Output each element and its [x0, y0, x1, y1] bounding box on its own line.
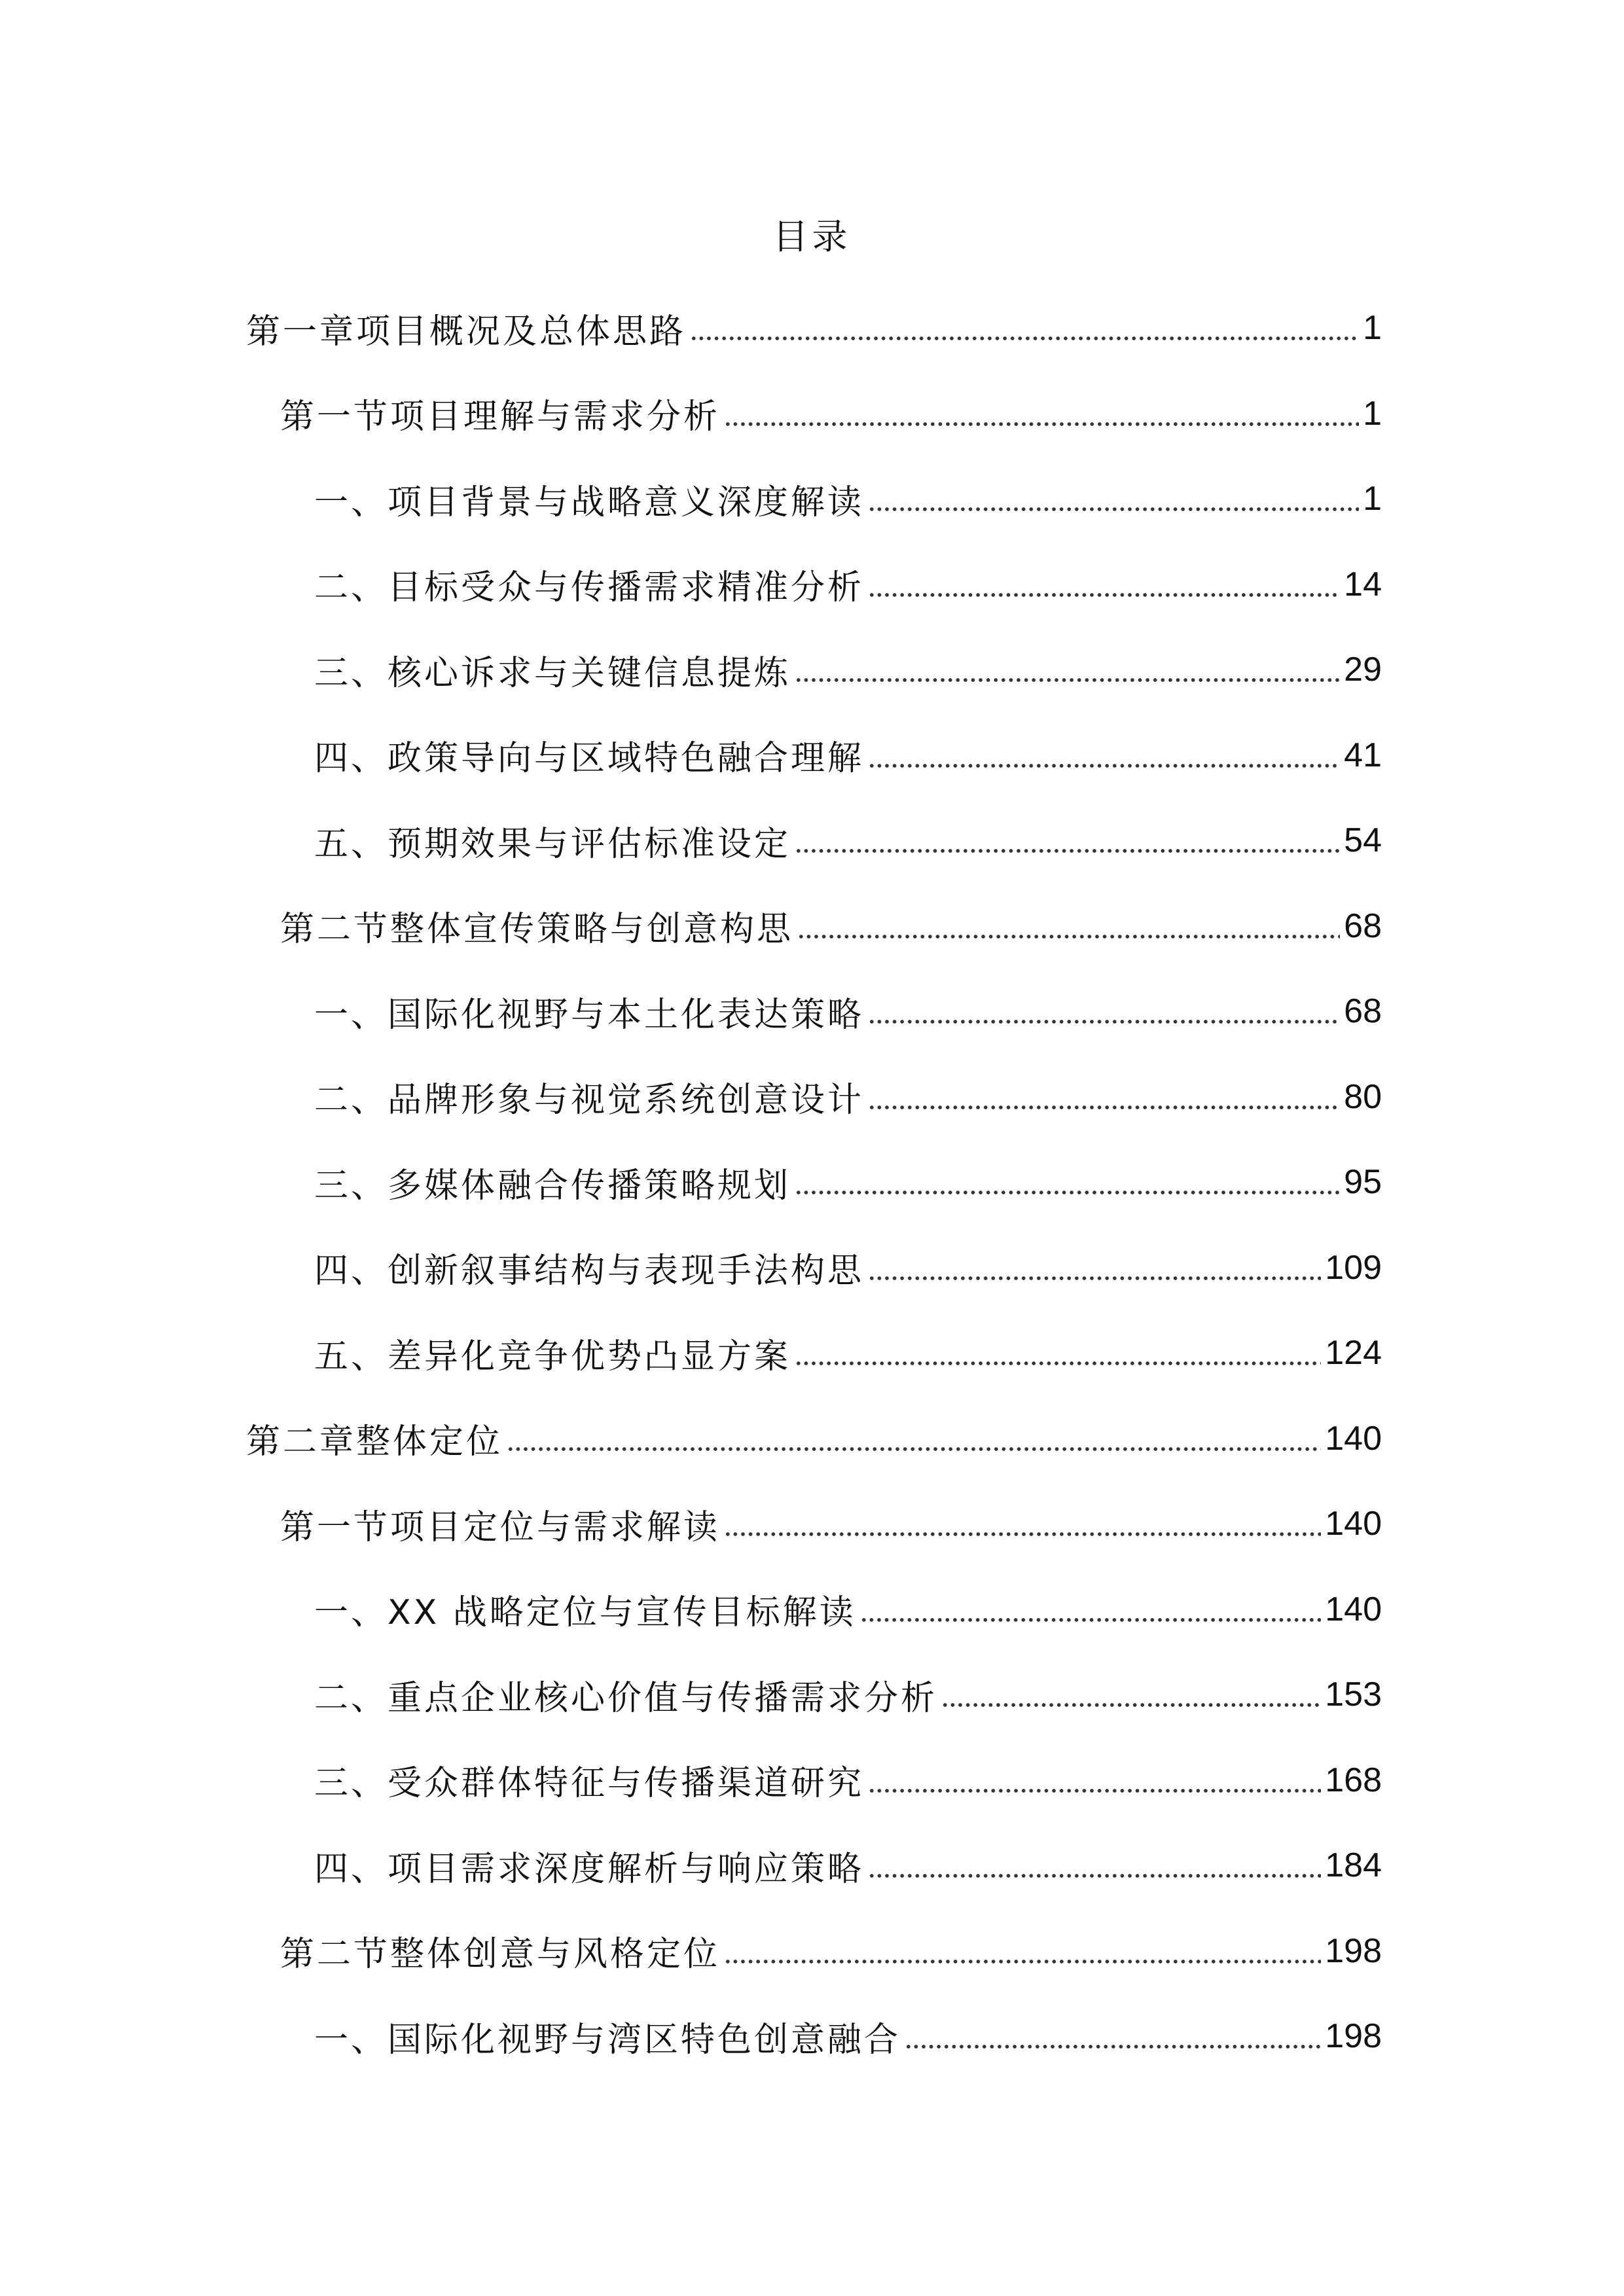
toc-entry-page-number: 14: [1344, 565, 1382, 603]
toc-entry-level-2[interactable]: [280, 897, 1382, 956]
dot-leader: [860, 1617, 1321, 1623]
toc-entry-level-3[interactable]: [314, 811, 1382, 870]
toc-entry-page-number: 1: [1363, 309, 1382, 347]
toc-entry-level-3[interactable]: [314, 1067, 1382, 1126]
toc-entry-level-3[interactable]: [314, 1323, 1382, 1382]
dot-leader: [795, 677, 1340, 683]
toc-entry-level-3[interactable]: [314, 1751, 1382, 1810]
dot-leader: [868, 592, 1340, 598]
toc-entry-page-number: 1: [1363, 394, 1382, 433]
toc-entry-page-number: 140: [1325, 1505, 1382, 1543]
dot-leader: [724, 1531, 1321, 1537]
toc-entry-level-3[interactable]: [314, 1580, 1382, 1639]
toc-entry-label: 一、国际化视野与本土化表达策略: [314, 995, 865, 1035]
toc-entry-label: 第二节整体宣传策略与创意构思: [280, 910, 794, 949]
toc-entry-page-number: 29: [1344, 651, 1382, 689]
toc-entry-level-3[interactable]: [314, 982, 1382, 1041]
dot-leader: [690, 335, 1359, 342]
toc-entry-level-3[interactable]: [314, 469, 1382, 528]
dot-leader: [724, 1958, 1321, 1965]
toc-entry-page-number: 153: [1325, 1676, 1382, 1713]
dot-leader: [868, 506, 1359, 512]
dot-leader: [797, 933, 1340, 940]
toc-entry-label: 四、政策导向与区域特色融合理解: [314, 739, 865, 778]
toc-entry-page-number: 140: [1325, 1419, 1382, 1458]
toc-entry-page-number: 68: [1344, 992, 1382, 1030]
dot-leader: [795, 848, 1340, 854]
toc-entry-label: 一、国际化视野与湾区特色创意融合: [314, 2020, 901, 2060]
toc-entry-page-number: 1: [1363, 480, 1382, 518]
dot-leader: [941, 1702, 1321, 1708]
toc-entry-page-number: 184: [1325, 1846, 1382, 1884]
toc-entry-label: 三、核心诉求与关键信息提炼: [314, 653, 791, 693]
toc-entry-level-3[interactable]: [314, 726, 1382, 785]
toc-entry-label: 二、重点企业核心价值与传播需求分析: [314, 1678, 938, 1718]
toc-entry-page-number: 68: [1344, 906, 1382, 945]
toc-entry-label: 三、多媒体融合传播策略规划: [314, 1166, 791, 1206]
toc-entry-page-number: 54: [1344, 821, 1382, 859]
toc-entry-page-number: 41: [1344, 736, 1382, 774]
toc-entry-label: 第二节整体创意与风格定位: [280, 1935, 721, 1974]
dot-leader: [795, 1360, 1321, 1367]
dot-leader: [868, 1873, 1321, 1879]
toc-entry-level-1[interactable]: [246, 298, 1382, 357]
toc-entry-label: 五、预期效果与评估标准设定: [314, 824, 791, 864]
toc-entry-label: 二、品牌形象与视觉系统创意设计: [314, 1081, 865, 1120]
dot-leader: [868, 1104, 1340, 1111]
toc-entry-level-3[interactable]: [314, 1153, 1382, 1211]
toc-entry-label: 四、项目需求深度解析与响应策略: [314, 1849, 865, 1889]
toc-entry-page-number: 124: [1325, 1334, 1382, 1372]
toc-entry-label: 二、目标受众与传播需求精准分析: [314, 568, 865, 607]
toc-entry-label: 三、受众群体特征与传播渠道研究: [314, 1764, 865, 1803]
toc-entry-level-3[interactable]: [314, 1665, 1382, 1724]
toc-entry-level-1[interactable]: [246, 1409, 1382, 1468]
toc-title: 目录: [772, 216, 852, 257]
toc-entry-page-number: 109: [1325, 1248, 1382, 1287]
toc-entry-label: 第二章整体定位: [246, 1422, 503, 1462]
toc-entry-page-number: 168: [1325, 1761, 1382, 1799]
toc-entry-label: 四、创新叙事结构与表现手法构思: [314, 1251, 865, 1291]
toc-entry-level-3[interactable]: [314, 1238, 1382, 1297]
toc-entry-label: 第一节项目理解与需求分析: [280, 397, 721, 437]
toc-entry-label: 一、项目背景与战略意义深度解读: [314, 482, 865, 522]
toc-entry-level-2[interactable]: [280, 1494, 1382, 1553]
toc-entry-page-number: 80: [1344, 1077, 1382, 1116]
dot-leader: [868, 1275, 1321, 1282]
dot-leader: [507, 1446, 1321, 1452]
dot-leader: [795, 1189, 1340, 1196]
dot-leader: [724, 421, 1359, 427]
toc-entry-page-number: 95: [1344, 1163, 1382, 1201]
toc-entry-page-number: 198: [1325, 1931, 1382, 1970]
dot-leader: [868, 1018, 1340, 1025]
toc-entry-level-3[interactable]: [314, 555, 1382, 614]
toc-entry-label: 第一章项目概况及总体思路: [246, 312, 687, 351]
toc-entry-label: 一、XX 战略定位与宣传目标解读: [314, 1593, 856, 1632]
toc-entry-level-3[interactable]: [314, 2007, 1382, 2066]
dot-leader: [905, 2043, 1321, 2050]
toc-entry-level-3[interactable]: [314, 1836, 1382, 1895]
toc-entry-label: 第一节项目定位与需求解读: [280, 1507, 721, 1547]
dot-leader: [868, 762, 1340, 769]
toc-entry-level-2[interactable]: [280, 1922, 1382, 1981]
toc-entry-page-number: 198: [1325, 2017, 1382, 2055]
toc-entry-page-number: 140: [1325, 1590, 1382, 1628]
toc-entry-level-3[interactable]: [314, 640, 1382, 699]
toc-entry-label: 五、差异化竞争优势凸显方案: [314, 1336, 791, 1376]
toc-entry-level-2[interactable]: [280, 384, 1382, 443]
dot-leader: [868, 1787, 1321, 1794]
